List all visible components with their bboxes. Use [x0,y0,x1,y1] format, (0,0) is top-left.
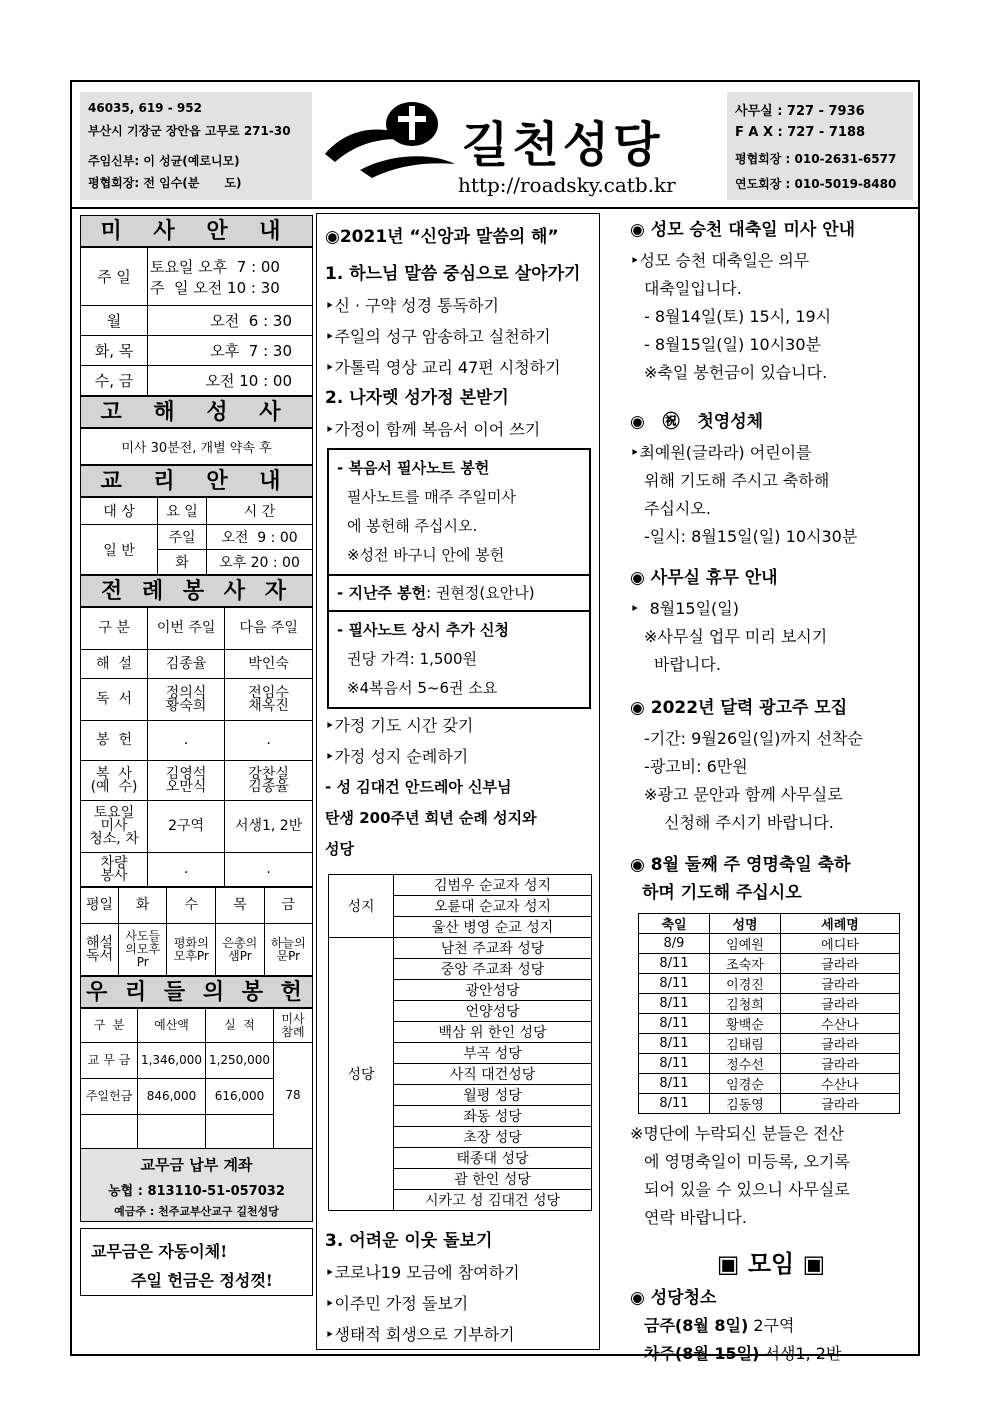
header-divider [70,207,920,209]
feast-note: ※명단에 누락되신 분들은 전산 [630,1124,845,1143]
feast-date: 8/11 [639,1014,710,1034]
catechism-time: 오전 9 : 00 [207,525,313,550]
servers-table [80,607,313,887]
offering-label: 교 무 금 [81,1043,138,1079]
catechism-title: 교 리 안 내 [80,465,313,497]
offering-empty [206,1115,274,1149]
cleaning-this-week-label: 금주(8월 8일) [644,1316,749,1335]
server-role: 차량 봉사 [81,853,148,887]
offering-label: 주일헌금 [81,1079,138,1115]
cleaning-this-week-group: 2구역 [748,1316,795,1335]
feast-name: 정수선 [710,1054,781,1074]
feast-note: 에 영명축일이 미등록, 오기록 [644,1152,850,1171]
site-name: 김범우 순교자 성지 [394,875,592,896]
weekday-day: 화 [119,888,167,924]
note-request-box [329,610,589,707]
feast-day-title: ◉ 8월 둘째 주 영명축일 축하 [630,855,851,875]
feast-date: 8/11 [639,1054,710,1074]
servers-head-this: 이번 주일 [148,608,225,650]
calendar-ad-line: -광고비: 6만원 [644,757,748,776]
calendar-ad-line: 신청해 주시기 바랍니다. [664,813,834,832]
assumption-line: - 8월15일(일) 10시30분 [644,335,821,354]
offering-actual: 1,250,000 [206,1043,274,1079]
church-name: 괌 한인 성당 [394,1169,592,1190]
calendar-ad-line: -기간: 9월26일(일)까지 선착순 [644,729,863,748]
section2-item: ‣가정이 함께 복음서 이어 쓰기 [325,420,541,439]
catechism-day: 화 [158,550,207,575]
feast-date: 8/9 [639,934,710,954]
council-phone: 평협회장 : 010-2631-6577 [735,152,897,166]
kim-pilgrimage-line: - 성 김대건 안드레아 신부님 [325,778,512,796]
offering-actual: 616,000 [206,1079,274,1115]
offering-empty [138,1115,206,1149]
weekday-role: 해설 독서 [81,924,119,976]
catechism-head-target: 대 상 [81,498,158,525]
pastor-name: 주임신부: 이 성균(예로니모) [88,154,240,168]
weekday-group: 평화의 모후Pr [167,924,216,976]
offering-head-type: 구 분 [81,1009,138,1043]
left-column [80,215,313,1296]
last-week-value: : 권현정(요안나) [426,584,535,602]
feast-day-table [638,913,900,1114]
office-closed-title: ◉ 사무실 휴무 안내 [630,568,778,588]
notice-box [80,1228,313,1296]
mass-sunday: 주 일 오전 10 : 30 [150,278,280,297]
offering-head-budget: 예산액 [138,1009,206,1043]
weekday-day: 수 [167,888,216,924]
cleaning-this-week [630,1312,912,1340]
feast-baptism: 글라라 [781,994,900,1014]
server-this: . [148,853,225,887]
church-name: 월평 성당 [394,1085,592,1106]
cleaning-next-week-label: 차주(8월 15일) [644,1344,760,1363]
first-communion-line: -일시: 8월15일(일) 10시30분 [644,527,858,546]
feast-head-date: 축일 [639,914,710,934]
gospel-note-line: 에 봉헌해 주십시오. [347,517,478,535]
assumption-line: ※축일 봉헌금이 있습니다. [644,363,828,382]
section1-item: ‣신 · 구약 성경 통독하기 [325,296,499,315]
site-name: 오륜대 순교자 성지 [394,896,592,917]
mass-weekend-times [148,248,313,306]
feast-head-name: 성명 [710,914,781,934]
notice-auto-transfer: 교무금은 자동이체! [91,1242,228,1261]
note-request-line: ※4복음서 5~6권 소요 [347,679,498,697]
feast-baptism: 에디타 [781,934,900,954]
notice-offering: 주일 헌금은 정성껏! [131,1271,273,1290]
weekday-group: 은총의 샘Pr [216,924,264,976]
feast-date: 8/11 [639,954,710,974]
church-name: 태종대 성당 [394,1148,592,1169]
weekday-group: 사도들 의모후 Pr [119,924,167,976]
header-contact-right [727,92,913,200]
address-postcode: 46035, 619 - 952 [88,101,202,115]
feast-baptism: 글라라 [781,974,900,994]
section3-item: ‣코로나19 모금에 참여하기 [325,1263,520,1282]
first-communion-line: ‣최예원(글라라) 어린이를 [630,443,812,462]
assumption-line: - 8월14일(토) 15시, 19시 [644,307,832,326]
feast-name: 조숙자 [710,954,781,974]
server-next: 서생1, 2반 [225,801,313,853]
middle-content-3 [325,1226,597,1350]
church-label: 성당 [329,938,394,1211]
mass-day: 화, 목 [81,336,148,366]
feast-name: 김청희 [710,994,781,1014]
section1-heading: 1. 하느님 말씀 중심으로 살아가기 [325,264,581,284]
server-role: 해 설 [81,650,148,679]
calendar-ad-title: ◉ 2022년 달력 광고주 모집 [630,698,848,718]
feast-date: 8/11 [639,994,710,1014]
office-closed-line: ‣ 8월15일(일) [630,599,740,618]
server-role: 봉 헌 [81,721,148,761]
feast-date: 8/11 [639,1034,710,1054]
feast-baptism: 글라라 [781,1094,900,1114]
feast-baptism: 수산나 [781,1074,900,1094]
weekday-group: 하늘의 문Pr [264,924,312,976]
mass-title: 미 사 안 내 [80,215,313,247]
catechism-time: 오후 20 : 00 [207,550,313,575]
gospel-note-line: ※성전 바구니 안에 봉헌 [347,546,505,564]
offering-head-actual: 실 적 [206,1009,274,1043]
confession-title: 고 해 성 사 [80,396,313,428]
cleaning-next-week [630,1340,912,1368]
weekday-servers-table [80,887,313,976]
server-role: 독 서 [81,679,148,721]
assumption-title: ◉ 성모 승천 대축일 미사 안내 [630,220,856,240]
section3-heading: 3. 어려운 이웃 돌보기 [325,1231,493,1251]
right-column [630,213,912,1368]
kim-pilgrimage-line: 성당 [325,840,354,858]
feast-name: 이경진 [710,974,781,994]
church-website-link[interactable]: http://roadsky.catb.kr [458,173,676,197]
middle-column [316,213,600,1350]
church-name: 백삼 위 한인 성당 [394,1022,592,1043]
account-holder: 예금주 : 천주교부산교구 길천성당 [114,1205,279,1218]
church-name: 초장 성당 [394,1127,592,1148]
feast-day-title-2: 하며 기도해 주십시오 [642,883,802,903]
youth-phone: 연도회장 : 010-5019-8480 [735,177,897,191]
offering-budget: 1,346,000 [138,1043,206,1079]
kim-pilgrimage-line: 탄생 200주년 희년 순례 성지와 [325,809,537,827]
offering-head-attendance: 미사 참례 [274,1009,313,1043]
fax-number: F A X : 727 - 7188 [735,125,866,140]
last-week-offering [329,574,589,610]
mass-time: 오전 10 : 00 [148,366,313,396]
gospel-note-title: - 복음서 필사노트 봉헌 [337,459,490,477]
church-name: 남천 주교좌 성당 [394,938,592,959]
pilgrimage-table [328,874,592,1211]
office-closed-line: 바랍니다. [654,655,721,674]
attendance-value: 78 [285,1088,301,1102]
server-this: 김영석 오만식 [148,761,225,801]
mass-table [80,247,313,396]
mass-saturday: 토요일 오후 7 : 00 [150,257,280,276]
address-street: 부산시 기장군 장안읍 고무로 271-30 [88,124,291,138]
feast-baptism: 글라라 [781,954,900,974]
servers-title: 전 례 봉 사 자 [80,575,313,607]
server-next: . [225,721,313,761]
cleaning-next-week-group: 서생1, 2반 [759,1344,842,1363]
feast-baptism: 글라라 [781,1054,900,1074]
calendar-ad-line: ※광고 문안과 함께 사무실로 [644,785,843,804]
site-name: 울산 병영 순교 성지 [394,917,592,938]
servers-head-role: 구 분 [81,608,148,650]
servers-head-next: 다음 주일 [225,608,313,650]
mass-sunday-label: 주 일 [81,248,148,306]
offering-empty [81,1115,138,1149]
church-name: 광안성당 [394,980,592,1001]
first-communion-line: 위해 기도해 주시고 축하해 [644,471,830,490]
first-communion-title: ◉ ㊗ 첫영성체 [630,412,764,432]
feast-note: 되어 있을 수 있으니 사무실로 [644,1180,850,1199]
gospel-note-box [327,448,591,709]
confession-text: 미사 30분전, 개별 약속 후 [81,429,313,465]
meeting-title: ▣ 모임 ▣ [716,1250,826,1278]
confession-table [80,428,313,465]
section2-heading: 2. 나자렛 성가정 본받기 [325,388,509,408]
feast-name: 김태림 [710,1034,781,1054]
note-request-line: 권당 가격: 1,500원 [347,650,477,668]
weekday-day: 목 [216,888,264,924]
server-this: 정의식 황숙희 [148,679,225,721]
feast-date: 8/11 [639,1074,710,1094]
office-phone: 사무실 : 727 - 7936 [735,104,865,119]
feast-baptism: 수산나 [781,1014,900,1034]
year-theme-title: ◉2021년 “신앙과 말씀의 해” [325,227,559,247]
section3-item: ‣이주민 가정 돌보기 [325,1294,469,1313]
offering-budget: 846,000 [138,1079,206,1115]
church-name: 시카고 성 김대건 성당 [394,1190,592,1211]
gospel-note-line: 필사노트를 매주 주일미사 [347,488,516,506]
assumption-line: 대축일입니다. [644,279,742,298]
first-communion-line: 주십시오. [644,499,711,518]
server-next: . [225,853,313,887]
server-role: 토요일 미사 청소, 차 [81,801,148,853]
church-name: 언양성당 [394,1001,592,1022]
server-role: 복 사 (예 수) [81,761,148,801]
middle-content [325,222,597,445]
header-info-left [80,92,312,200]
server-this: . [148,721,225,761]
church-name: 중앙 주교좌 성당 [394,959,592,980]
church-name: 사직 대건성당 [394,1064,592,1085]
middle-content-2 [325,710,597,865]
server-next: 전임수 채옥진 [225,679,313,721]
church-name-title: 길천성당 [462,117,664,173]
feast-baptism: 글라라 [781,1034,900,1054]
catechism-head-day: 요 일 [158,498,207,525]
last-week-label: - 지난주 봉헌 [337,584,427,602]
weekday-label: 평일 [81,888,119,924]
feast-name: 임예원 [710,934,781,954]
feast-date: 8/11 [639,1094,710,1114]
feast-date: 8/11 [639,974,710,994]
account-title: 교무금 납부 계좌 [140,1156,253,1174]
catechism-head-time: 시 간 [207,498,313,525]
attendance-count [274,1043,313,1149]
mass-time: 오후 7 : 30 [148,336,313,366]
server-this: 김종율 [148,650,225,679]
server-next: 강찬실 김종율 [225,761,313,801]
offering-title: 우 리 들 의 봉 헌 [80,976,313,1008]
mass-day: 수, 금 [81,366,148,396]
feast-head-baptism: 세례명 [781,914,900,934]
section2-item: ‣가정 기도 시간 갖기 [325,716,474,735]
feast-name: 김동영 [710,1094,781,1114]
feast-name: 황백순 [710,1014,781,1034]
assumption-line: ‣성모 승천 대축일은 의무 [630,251,810,270]
mass-day: 월 [81,306,148,336]
account-number: 농협 : 813110-51-057032 [108,1184,285,1199]
account-box [80,1149,313,1222]
church-logo-icon [320,96,460,184]
site-label: 성지 [329,875,394,938]
section1-item: ‣가톨릭 영상 교리 47편 시청하기 [325,358,561,377]
server-next: 박인숙 [225,650,313,679]
server-this: 2구역 [148,801,225,853]
section1-item: ‣주일의 성구 암송하고 실천하기 [325,327,551,346]
catechism-table [80,497,313,575]
council-president: 평협회장: 전 임수(분 도) [88,176,242,190]
cleaning-title: ◉ 성당청소 [630,1288,717,1308]
section2-item: ‣가정 성지 순례하기 [325,747,469,766]
feast-note: 연락 바랍니다. [644,1208,747,1227]
section3-item: ‣생태적 회생으로 기부하기 [325,1325,515,1344]
offering-table [80,1008,313,1149]
catechism-day: 주일 [158,525,207,550]
church-name: 좌동 성당 [394,1106,592,1127]
weekday-day: 금 [264,888,312,924]
office-closed-line: ※사무실 업무 미리 보시기 [644,627,828,646]
catechism-target: 일 반 [81,525,158,575]
feast-name: 임경순 [710,1074,781,1094]
note-request-title: - 필사노트 상시 추가 신청 [337,621,510,639]
mass-time: 오전 6 : 30 [148,306,313,336]
church-name: 부곡 성당 [394,1043,592,1064]
